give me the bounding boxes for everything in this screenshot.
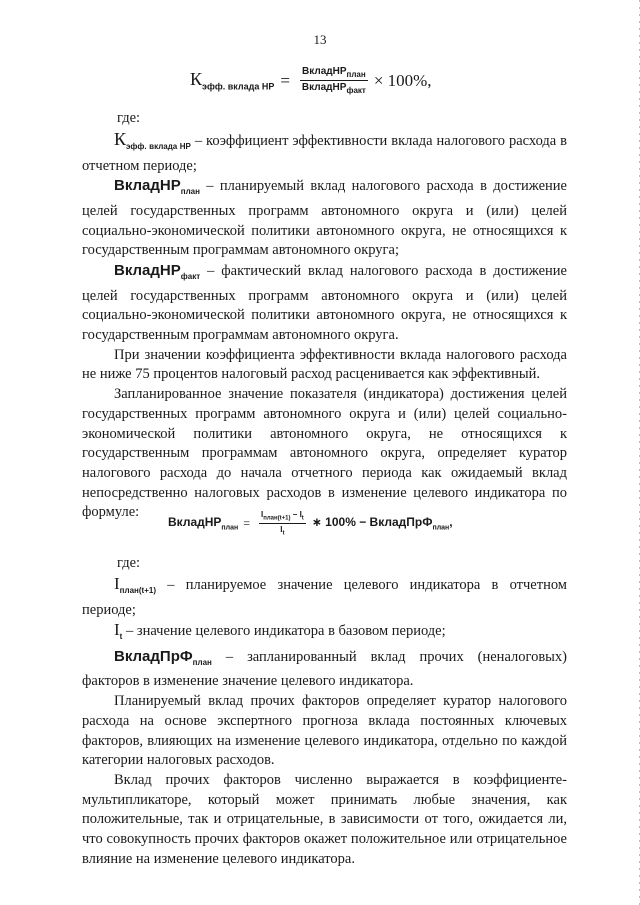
formula1-lhs: $К_{эфф. вклада НР}$ [190, 69, 275, 92]
definition-i-plan: $I_{план(t+1)}$ – планируемое значение целевого индикатора в отчетном периоде; [82, 574, 567, 618]
formula1-equals: = [280, 70, 290, 90]
definitions-block-2 [82, 574, 567, 870]
formula2-tail: ∗ 100% − ВкладПрФ$_{план}$, [311, 514, 453, 532]
definition-vklad-fakt: ВкладНР$_{факт}$ – фактический вклад налогового расхода в достижение целей государственных программ автономного округа и (или) целей социально-экономической политики автономного округа, не относящихся к государственным программам автономного округа. [82, 262, 567, 343]
paragraph-planned-value: Запланированное значение показателя (индикатора) достижения целей государственных программ автономного округа и (или) целей социально-экономической политики автономного округа, не относящихся к государственным программам автономного округа, определяет куратор налогового расхода до начала отчетного периода как ожидаемый вклад непосредственно налоговых расходов в изменение целевого индикатора по формуле: [82, 386, 567, 521]
formula1-tail: × 100%, [373, 70, 432, 90]
where-label-2: где: [117, 555, 141, 571]
paragraph-other-factors-coefficient: Вклад прочих факторов численно выражается в коэффициенте-мультипликаторе, который может принимать любые значения, как положительные, так и отрицательные, в зависимости от того, ожидается ли, что совокупность прочих факторов окажет положительное или отрицательное влияние на изменение целевого индикатора. [82, 772, 567, 867]
formula-efficiency [190, 66, 432, 95]
formula2-fraction: $\frac{I_{план(t+1)} - I_t}{I_t}$ [260, 510, 304, 537]
formula2-lhs: ВкладНР$_{план}$ [168, 514, 239, 532]
page-number: 13 [313, 32, 327, 47]
formula-planned-contribution [168, 510, 453, 536]
definition-k-eff: $К_{эфф. вклада НР}$ – коэффициент эффективности вклада налогового расхода в отчетном периоде; [82, 129, 567, 174]
paragraph-other-factors-plan: Планируемый вклад прочих факторов определяет куратор налогового расхода на основе экспертного прогноза вклада постоянных ключевых факторов, влияющих на изменение целевого индикатора, отдельно по каждой категории налоговых расходов. [82, 693, 567, 769]
definition-i-t: $I_t$ – значение целевого индикатора в базовом периоде; [114, 620, 446, 642]
definition-vklad-prf: ВкладПрФ$_{план}$ – запланированный вклад прочих (неналоговых) факторов в изменение значение целевого индикатора. [82, 647, 567, 690]
paragraph-threshold: При значении коэффициента эффективности вклада налогового расхода не ниже 75 процентов налоговый расход расценивается как эффективный. [82, 346, 567, 383]
definition-vklad-plan: ВкладНР$_{план}$ – планируемый вклад налогового расхода в достижение целей государственных программ автономного округа и (или) целей социально-экономической политики автономного округа, не относящихся к государственным программам автономного округа; [82, 177, 567, 259]
definitions-block-1 [82, 130, 567, 523]
formula2-equals: = [243, 515, 250, 530]
where-label-1: где: [117, 110, 141, 126]
formula1-fraction: $\frac{ВкладНР_{план}}{ВкладНР_{факт}}$ [301, 66, 366, 95]
